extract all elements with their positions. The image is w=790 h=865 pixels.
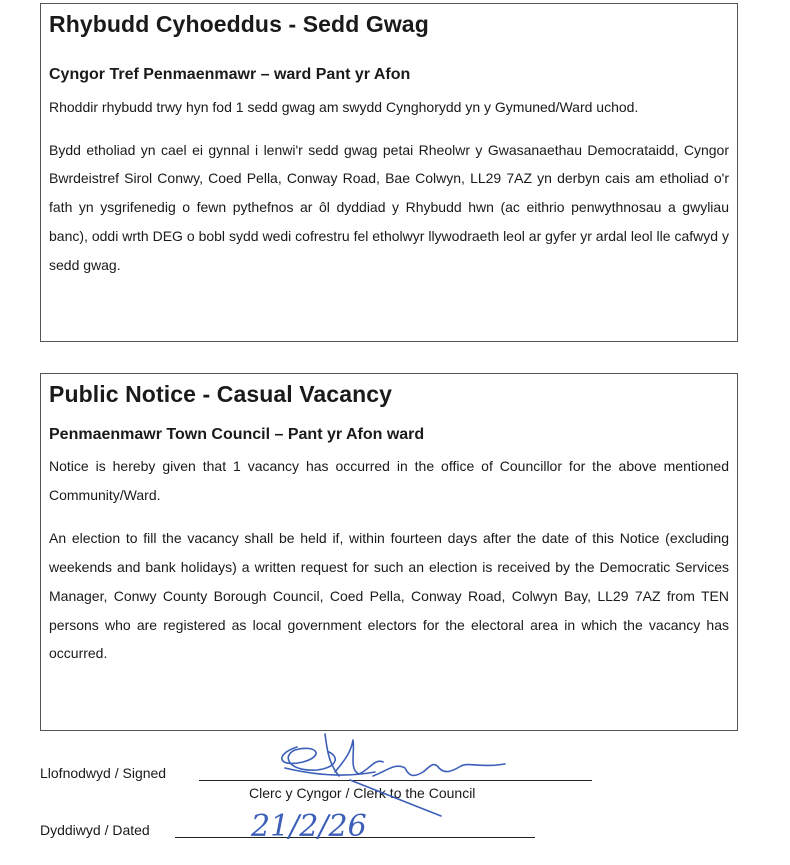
english-notice-subtitle: Penmaenmawr Town Council – Pant yr Afon ward bbox=[49, 426, 425, 443]
welsh-notice-subtitle: Cyngor Tref Penmaenmawr – ward Pant yr Afon bbox=[49, 66, 411, 83]
english-notice-title: Public Notice - Casual Vacancy bbox=[49, 381, 393, 407]
welsh-notice-title: Rhybudd Cyhoeddus - Sedd Gwag bbox=[49, 11, 429, 37]
dated-label: Dyddiwyd / Dated bbox=[40, 822, 150, 838]
welsh-notice-box bbox=[40, 3, 738, 342]
signed-label: Llofnodwyd / Signed bbox=[40, 765, 167, 781]
clerk-caption: Clerc y Cyngor / Clerk to the Council bbox=[249, 785, 476, 801]
english-notice-box bbox=[40, 373, 738, 731]
english-notice-paragraph-1: Notice is hereby given that 1 vacancy has occurred in the office of Councillor for the above mentioned Community/Ward. bbox=[49, 458, 729, 503]
welsh-notice-paragraph-2: Bydd etholiad yn cael ei gynnal i lenwi'r sedd gwag petai Rheolwr y Gwasanaethau Democrataidd, Cyngor Bwrdeistref Sirol Conwy, Coed Pella, Conway Road, Bae Colwyn, LL29 7AZ yn derbyn cais am etholiad o'r fath yn ysgrifenedig o fewn pythefnos ar ôl dyddiad y Rhybudd hwn (ac eithrio penwythnosau a gwyliau banc), oddi wrth DEG o bobl sydd wedi cofrestru fel etholwyr llywodraeth leol ar gyfer yr ardal leol lle cafwyd y sedd gwag. bbox=[49, 141, 729, 273]
english-notice-paragraph-2: An election to fill the vacancy shall be held if, within fourteen days after the date of this Notice (excluding weekends and bank holidays) a written request for such an election is received by the Democratic Services Manager, Conwy County Borough Council, Coed Pella, Conway Road, Colwyn Bay, LL29 7AZ from TEN persons who are registered as local government electors for the electoral area in which the vacancy has occurred. bbox=[49, 530, 729, 662]
handwritten-date-text: 21/2/26 bbox=[251, 809, 367, 844]
signature-line bbox=[199, 780, 592, 781]
handwritten-date bbox=[245, 800, 405, 850]
welsh-notice-paragraph-1: Rhoddir rhybudd trwy hyn fod 1 sedd gwag am swydd Cynghorydd yn y Gymuned/Ward uchod. bbox=[49, 99, 639, 115]
